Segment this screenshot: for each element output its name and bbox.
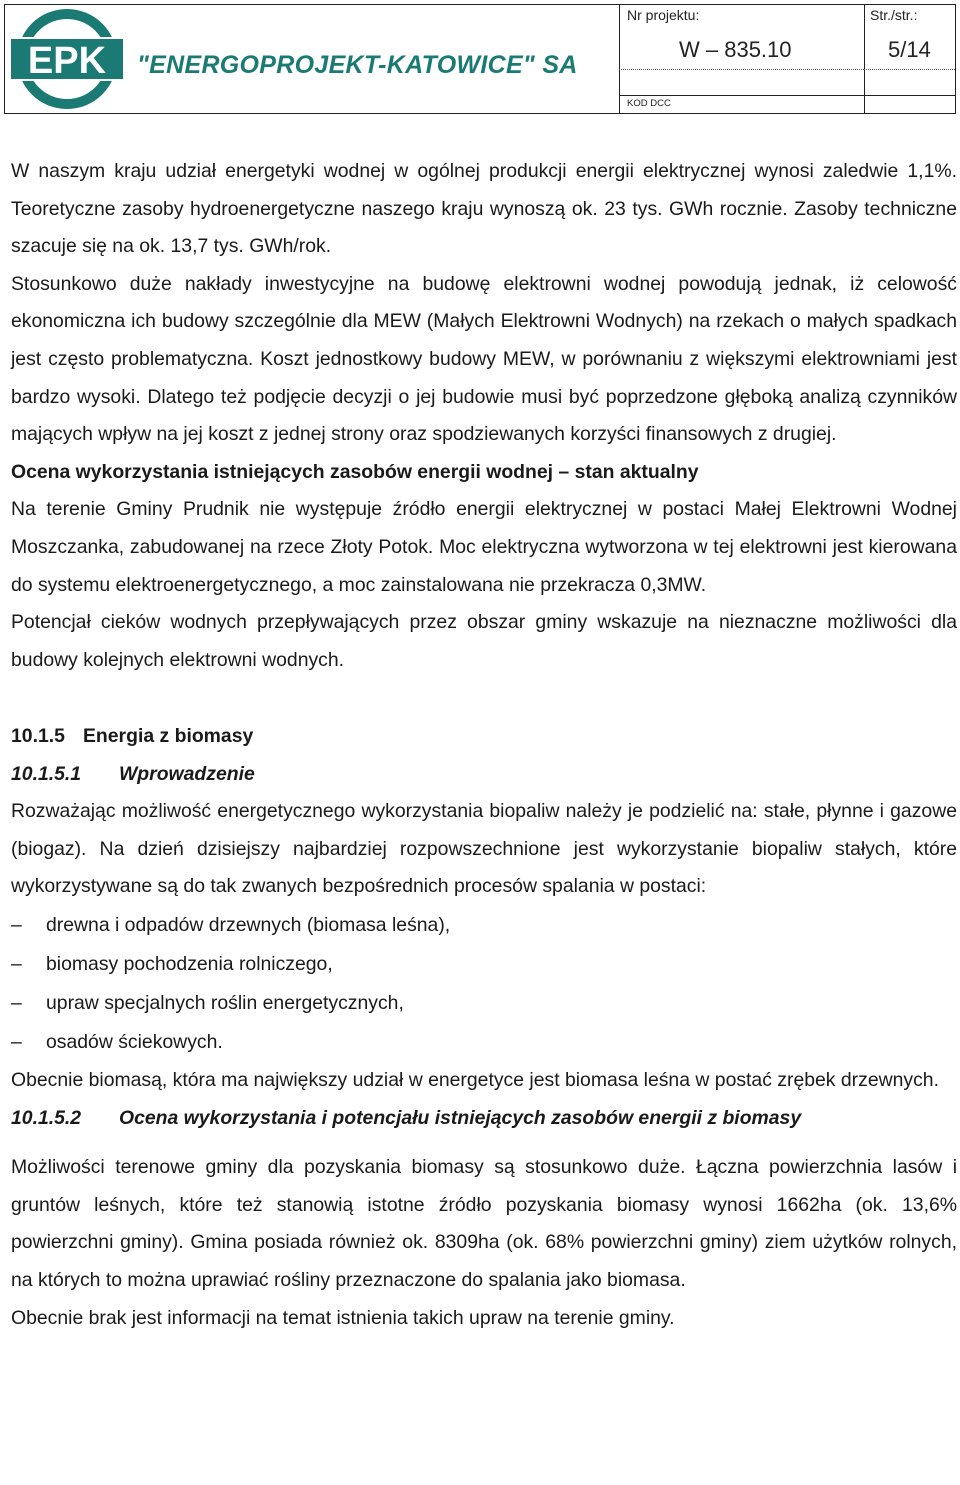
section-number: 10.1.5	[11, 724, 65, 747]
company-name: "ENERGOPROJEKT-KATOWICE" SA	[137, 51, 578, 79]
list-item-text: upraw specjalnych roślin energetycznych,	[46, 991, 404, 1014]
biomass-list	[11, 906, 957, 1062]
document-header	[4, 4, 956, 114]
subsection-number: 10.1.5.2	[11, 1107, 82, 1130]
project-number: W – 835.10	[679, 37, 792, 62]
section-title: Energia z biomasy	[83, 724, 254, 747]
spacer	[11, 1137, 957, 1149]
paragraph-no-info: Obecnie brak jest informacji na temat istnienia takich upraw na terenie gminy.	[11, 1306, 675, 1329]
page-cell	[864, 5, 955, 113]
paragraph-mew-costs: Stosunkowo duże nakłady inwestycyjne na budowę elektrowni wodnej powodują jednak, iż celowość ekonomiczna ich budowy szczególnie dla MEW (Małych Elektrowni Wodnych) na rzekach o małych spadkach jest często problematyczna. Koszt jednostkowy budowy MEW, w porównaniu z większymi elektrowniami jest bardzo wysoki. Dlatego też podjęcie decyzji o jej budowie musi być poprzedzone głęboką analizą czynników mających wpływ na jej koszt z jednej strony oraz spodziewanych korzyści finansowych z drugiej.	[11, 272, 957, 446]
paragraph-biofuels: Rozważając możliwość energetycznego wykorzystania biopaliw należy je podzielić na: stałe, płynne i gazowe (biogaz). Na dzień dzisiejszy najbardziej rozpowszechnione jest wykorzystanie biopaliw stałych, które wykorzystywane są do tak zwanych bezpośrednich procesów spalania w postaci:	[11, 799, 957, 898]
list-item-text: biomasy pochodzenia rolniczego,	[46, 952, 333, 975]
list-item	[11, 945, 957, 984]
section-heading	[11, 717, 957, 755]
paragraph-forest-biomass: Obecnie biomasą, która ma największy udział w energetyce jest biomasa leśna w postać zrębek drzewnych.	[11, 1068, 939, 1091]
dash-marker: –	[11, 991, 22, 1014]
list-item	[11, 906, 957, 945]
subsection-heading	[11, 1099, 957, 1137]
row-divider	[619, 95, 864, 96]
bold-heading-current-state: Ocena wykorzystania istniejących zasobów energii wodnej – stan aktualny	[11, 460, 699, 483]
epk-logo	[11, 7, 123, 111]
dotted-divider	[619, 69, 864, 70]
project-label: Nr projektu:	[627, 7, 700, 23]
subsection-title: Ocena wykorzystania i potencjału istniejących zasobów energii z biomasy	[119, 1107, 802, 1130]
subsection-title: Wprowadzenie	[119, 762, 255, 785]
kod-dcc-label: KOD DCC	[627, 98, 671, 109]
document-body	[11, 153, 957, 1337]
dotted-divider	[864, 69, 955, 70]
paragraph-land-potential: Możliwości terenowe gminy dla pozyskania biomasy są stosunkowo duże. Łączna powierzchnia lasów i gruntów leśnych, które też stanowią istotne źródło pozyskania biomasy wynosi 1662ha (ok. 13,6% powierzchni gminy). Gmina posiada również ok. 8309ha (ok. 68% powierzchni gminy) ziem użytków rolnych, na których to można uprawiać rośliny przeznaczone do spalania jako biomasa.	[11, 1156, 957, 1292]
dash-marker: –	[11, 952, 22, 975]
list-item-text: drewna i odpadów drzewnych (biomasa leśna),	[46, 913, 451, 936]
list-item	[11, 1023, 957, 1062]
dash-marker: –	[11, 913, 22, 936]
list-item	[11, 984, 957, 1023]
paragraph-moszczanka: Na terenie Gminy Prudnik nie występuje źródło energii elektrycznej w postaci Małej Elektrowni Wodnej Moszczanka, zabudowanej na rzece Złoty Potok. Moc elektryczna wytworzona w tej elektrowni jest kierowana do systemu elektroenergetycznego, a moc zainstalowana nie przekracza 0,3MW.	[11, 498, 957, 596]
list-item-text: osadów ściekowych.	[46, 1030, 223, 1053]
row-divider	[864, 95, 955, 96]
subsection-heading	[11, 755, 957, 793]
dash-marker: –	[11, 1030, 22, 1053]
subsection-number: 10.1.5.1	[11, 762, 82, 785]
page-label: Str./str.:	[870, 7, 918, 23]
page-number: 5/14	[888, 37, 931, 62]
paragraph-hydro-share: W naszym kraju udział energetyki wodnej w ogólnej produkcji energii elektrycznej wynosi zaledwie 1,1%. Teoretyczne zasoby hydroenergetyczne naszego kraju wynoszą ok. 23 tys. GWh rocznie. Zasoby techniczne szacuje się na ok. 13,7 tys. GWh/rok.	[11, 160, 957, 258]
logo-cell	[5, 5, 620, 113]
project-cell	[619, 5, 865, 113]
blank-line	[11, 679, 957, 717]
paragraph-potential: Potencjał cieków wodnych przepływających przez obszar gminy wskazuje na nieznaczne możliwości dla budowy kolejnych elektrowni wodnych.	[11, 611, 957, 671]
logo-text: EPK	[27, 40, 107, 82]
